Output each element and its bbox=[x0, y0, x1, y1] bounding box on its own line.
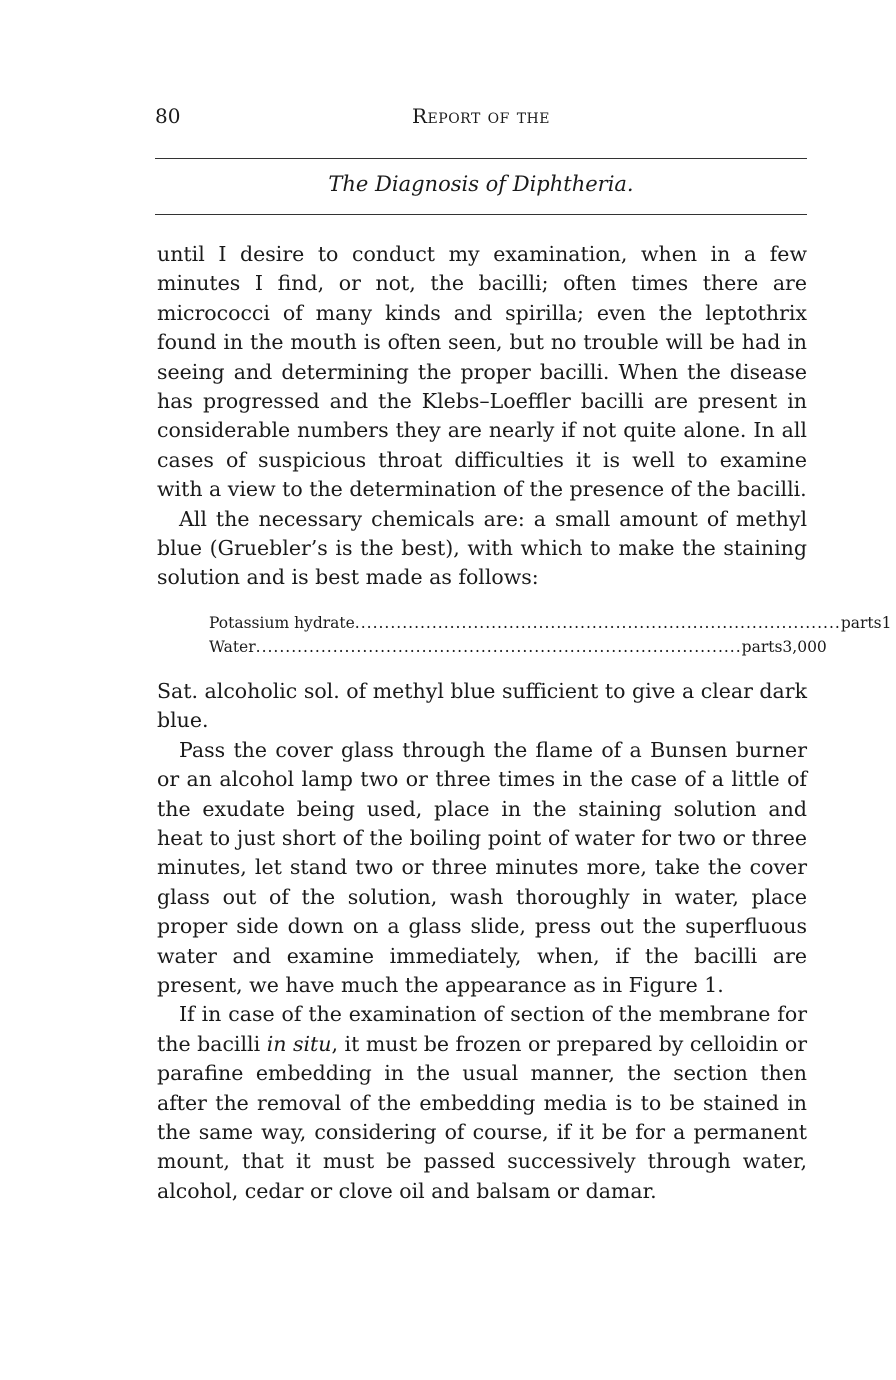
formula-row bbox=[209, 635, 827, 659]
formula-unit: parts bbox=[840, 613, 882, 632]
paragraph-cover-glass: Pass the cover glass through the flame of a Bunsen burner or an alcohol lamp two or three times in the case of a little of the exudate being used, place in the staining solution and heat to just short of the boiling point of water for two or three minutes, let stand two or three minutes more, take the cover glass out of the solution, wash thoroughly in water, place proper side down on a glass slide, press out the superfluous water and examine immediately, when, if the bacilli are present, we have much the appearance as in Figure 1. bbox=[157, 737, 807, 997]
leader-dots: .................................................................................. bbox=[255, 637, 742, 656]
section-title: The Diagnosis of Diphtheria. bbox=[328, 172, 634, 196]
paragraph-methyl-blue: Sat. alcoholic sol. of methyl blue sufficient to give a clear dark blue. bbox=[157, 678, 807, 733]
formula-ingredient: Potassium hydrate bbox=[209, 613, 355, 632]
header-rule-bottom bbox=[155, 214, 807, 215]
text-run: If in case of the examination of section of the membrane for the bacilli bbox=[157, 1002, 807, 1056]
paragraph-in-situ bbox=[157, 1000, 807, 1206]
formula-unit: parts bbox=[741, 637, 783, 656]
page-number: 80 bbox=[155, 104, 181, 128]
header-rule-top bbox=[155, 158, 807, 159]
formula-row bbox=[209, 611, 892, 635]
body-text bbox=[157, 240, 892, 1206]
text-run: , it must be frozen or prepared by celloidin or parafine embedding in the usual manner, the section then after the removal of the embedding media is to be stained in the same way, considering of course, if it be for a permanent mount, that it must be passed successively through water, alcohol, cedar or clove oil and balsam or damar. bbox=[157, 1031, 807, 1203]
paragraph-continuation: until I desire to conduct my examination, when in a few minutes I find, or not, the bacilli; often times there are micrococci of many kinds and spirilla; even the leptothrix found in the mouth is often seen, but no trouble will be had in seeing and determining the proper bacilli. When the disease has progressed and the Klebs–Loeffler bacilli are present in considerable numbers they are nearly if not quite alone. In all cases of suspicious throat difficulties it is well to examine with a view to the determination of the presence of the bacilli. bbox=[157, 242, 807, 502]
formula-quantity: 1 bbox=[881, 613, 892, 632]
formula-ingredient: Water bbox=[209, 637, 256, 656]
paragraph-chemicals: All the necessary chemicals are: a small amount of methyl blue (Gruebler’s is the best), with which to make the staining solution and is best made as follows: bbox=[157, 506, 807, 590]
running-head: Report of the bbox=[412, 104, 550, 128]
staining-formula bbox=[209, 611, 892, 659]
formula-quantity: 3,000 bbox=[782, 637, 827, 656]
page-header bbox=[155, 100, 807, 132]
leader-dots: .................................................................................. bbox=[354, 613, 841, 632]
italic-term: in situ bbox=[266, 1031, 332, 1056]
